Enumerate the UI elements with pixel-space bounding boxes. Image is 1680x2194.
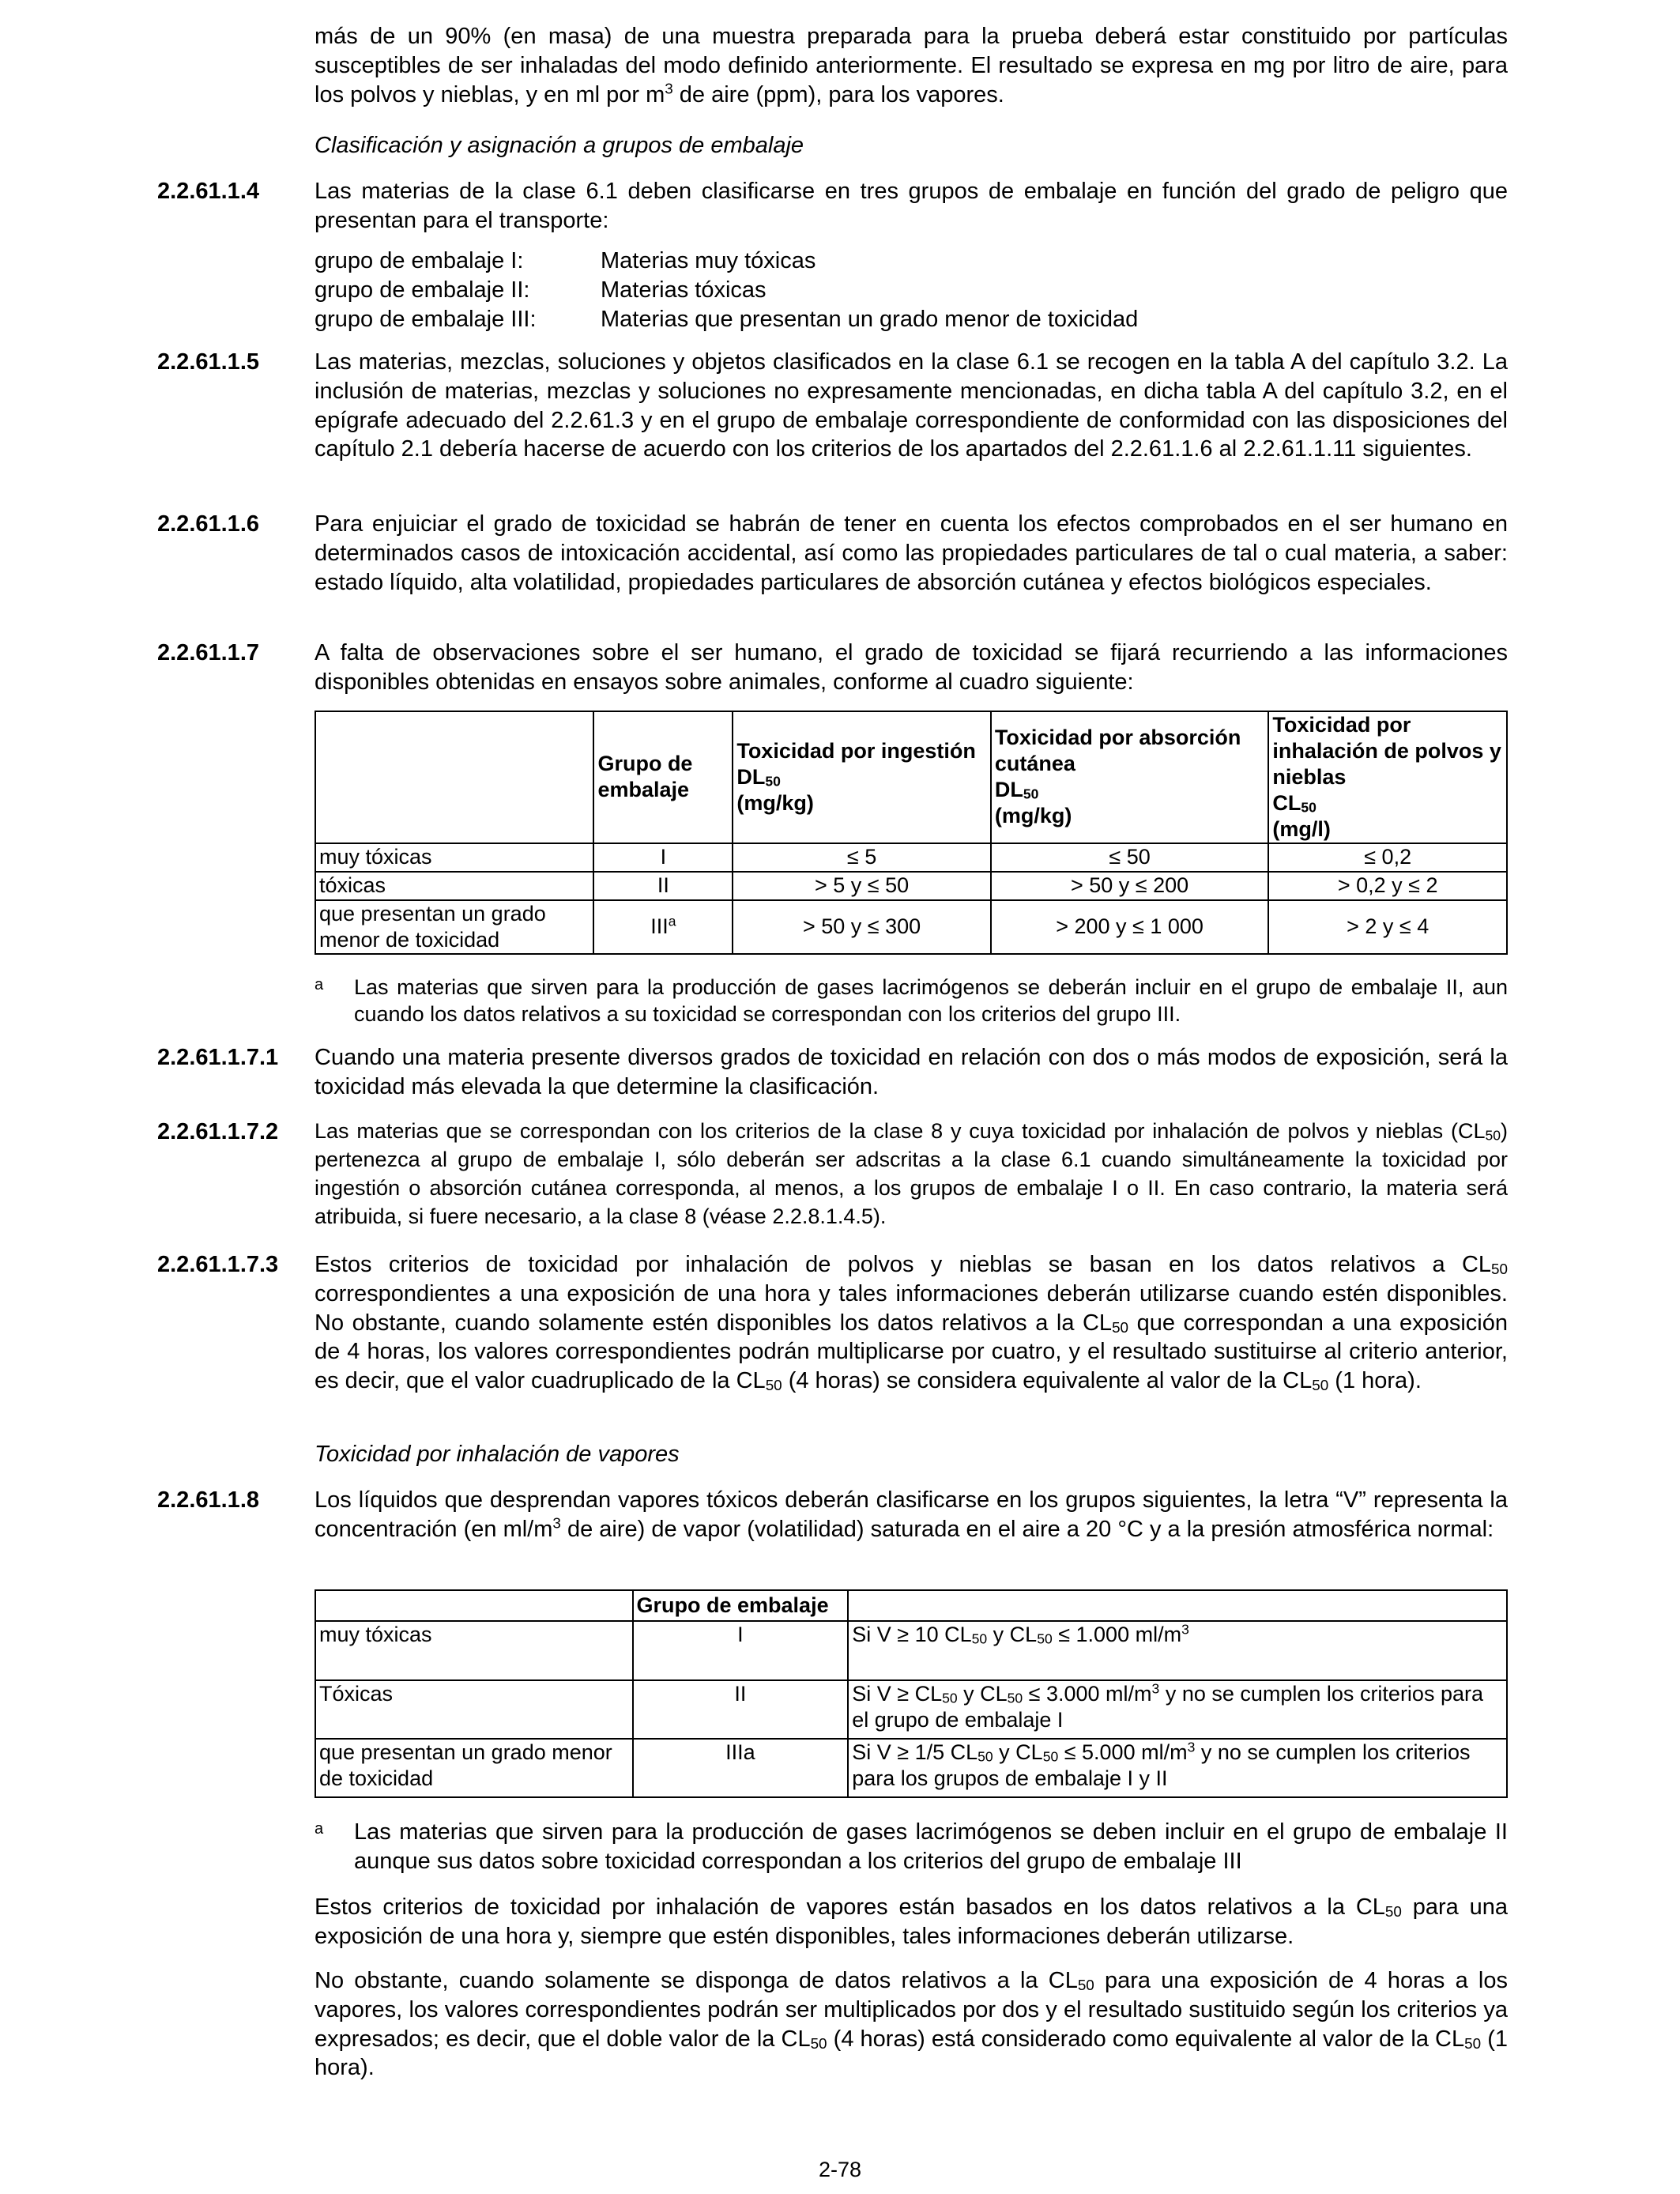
intro-paragraph: más de un 90% (en masa) de una muestra preparada para la prueba deberá estar constituido por partículas susceptibles de ser inhaladas del modo definido anteriormente. El resultado se expresa en mg por litro de aire, para los polvos y nieblas, y en ml por $m^3$ de aire (ppm), para los vapores. <box>315 24 1508 107</box>
table-row <box>315 1680 1507 1739</box>
page-number: 2-78 <box>818 2158 862 2181</box>
table-row <box>315 843 1507 872</box>
section-number: 2.2.61.1.4 <box>157 179 259 204</box>
table-row <box>315 872 1507 900</box>
table-row <box>315 900 1507 954</box>
col-header: Toxicidad por ingestión $DL_{50}$ (mg/kg) <box>733 711 991 843</box>
section-number: 2.2.61.1.6 <box>157 511 259 537</box>
cell: Si V ≥ 10 $CL_{50}$ y $CL_{50} \le 1.000$ $ml/m^3$ <box>848 1621 1507 1680</box>
section-text: Estos criterios de toxicidad por inhalación de polvos y nieblas se basan en los datos relativos a $CL_{50}$ correspondientes a una exposición de una hora y tales informaciones deberán utilizarse cuando estén disponibles. No obstante, cuando solamente estén disponibles los datos relativos a la $CL_{50}$ que correspondan a una exposición de 4 horas, los valores correspondientes podrán multiplicarse por cuatro, y el resultado sustituirse al criterio anterior, es decir, que el valor cuadruplicado de la $CL_{50}$ (4 horas) se considera equivalente al valor de la $CL_{50}$ (1 hora). <box>315 1252 1508 1394</box>
cell: > 200 y ≤ 1 000 <box>991 900 1268 954</box>
paragraph: Estos criterios de toxicidad por inhalación de vapores están basados en los datos relativos a la $CL_{50}$ para una exposición de una hora y, siempre que estén disponibles, tales informaciones deberán utilizarse. <box>315 1894 1508 1949</box>
row-label: que presentan un grado menor de toxicidad <box>315 900 593 954</box>
cell: ≤ 5 <box>733 843 991 872</box>
col-header: Grupo de embalaje <box>593 711 733 843</box>
cell: Si V ≥ 1/5 $CL_{50}$ y $CL_{50} \le 5.000$ $ml/m^3$ y no se cumplen los criterios para los grupos de embalaje I y II <box>848 1739 1507 1797</box>
heading-vapours: Toxicidad por inhalación de vapores <box>315 1442 680 1467</box>
cell: II <box>633 1680 849 1739</box>
row-label: que presentan un grado menor de toxicidad <box>315 1739 633 1797</box>
table-row <box>315 1621 1507 1680</box>
section-text: Cuando una materia presente diversos grados de toxicidad en relación con dos o más modos de exposición, será la toxicidad más elevada la que determine la clasificación. <box>315 1045 1508 1099</box>
table-footnote: a Las materias que sirven para la producción de gases lacrimógenos se deberán incluir en el grupo de embalaje II, aun cuando los datos relativos a su toxicidad se correspondan con los criterios del grupo III. <box>315 975 1508 1027</box>
row-label: muy tóxicas <box>315 843 593 872</box>
section-text: Las materias que se correspondan con los criterios de la clase 8 y cuya toxicidad por inhalación de polvos y nieblas $(CL_{50})$ pertenezca al grupo de embalaje I, sólo deberán ser adscritas a la clase 6.1 cuando simultáneamente la toxicidad por ingestión o absorción cutánea corresponda, al menos, a los grupos de embalaje I o II. En caso contrario, la materia será atribuida, si fuere necesario, a la clase 8 (véase 2.2.8.1.4.5). <box>315 1119 1508 1228</box>
section-number: 2.2.61.1.7.3 <box>157 1252 279 1277</box>
list-item: grupo de embalaje III: Materias que presentan un grado menor de toxicidad <box>315 306 1139 332</box>
section-text: Las materias de la clase 6.1 deben clasificarse en tres grupos de embalaje en función del grado de peligro que presentan para el transporte: <box>315 179 1508 233</box>
section-number: 2.2.61.1.8 <box>157 1487 259 1513</box>
cell: ≤ 0,2 <box>1268 843 1507 872</box>
table-header-row <box>315 711 1507 843</box>
cell: > 2 y ≤ 4 <box>1268 900 1507 954</box>
cell: ≤ 50 <box>991 843 1268 872</box>
row-label: tóxicas <box>315 872 593 900</box>
section-number: 2.2.61.1.5 <box>157 349 259 375</box>
list-item: grupo de embalaje II: Materias tóxicas <box>315 277 767 303</box>
cell: III$^a$ <box>593 900 733 954</box>
row-label: Tóxicas <box>315 1680 633 1739</box>
cell: > 50 y ≤ 200 <box>991 872 1268 900</box>
cell: > 0,2 y ≤ 2 <box>1268 872 1507 900</box>
paragraph: No obstante, cuando solamente se disponga de datos relativos a la $CL_{50}$ para una exposición de 4 horas a los vapores, los valores correspondientes podrán ser multiplicados por dos y el resultado sustituido según los criterios ya expresados; es decir, que el doble valor de la $CL_{50}$ (4 horas) está considerado como equivalente al valor de la $CL_{50}$ (1 hora). <box>315 1968 1508 2081</box>
section-number: 2.2.61.1.7.2 <box>157 1119 279 1144</box>
cell: Si $V \ge CL_{50}$ y $CL_{50} \le 3.000$ $ml/m^3$ y no se cumplen los criterios para el grupo de embalaje I <box>848 1680 1507 1739</box>
col-header: Grupo de embalaje <box>633 1590 849 1621</box>
cell: > 5 y ≤ 50 <box>733 872 991 900</box>
col-header: Toxicidad por inhalación de polvos y nieblas $CL_{50}$ (mg/l) <box>1268 711 1507 843</box>
table-header-row <box>315 1590 1507 1621</box>
heading-classification: Clasificación y asignación a grupos de embalaje <box>315 133 804 158</box>
cell: II <box>593 872 733 900</box>
col-header: Toxicidad por absorción cutánea $DL_{50}$ (mg/kg) <box>991 711 1268 843</box>
list-item: grupo de embalaje I: Materias muy tóxicas <box>315 248 816 273</box>
table-footnote: a Las materias que sirven para la producción de gases lacrimógenos se deben incluir en el grupo de embalaje II aunque sus datos sobre toxicidad correspondan a los criterios del grupo de embalaje III <box>315 1819 1508 1874</box>
section-text: A falta de observaciones sobre el ser humano, el grado de toxicidad se fijará recurriendo a las informaciones disponibles obtenidas en ensayos sobre animales, conforme al cuadro siguiente: <box>315 640 1508 695</box>
packing-group-list <box>315 247 1138 334</box>
row-label: muy tóxicas <box>315 1621 633 1680</box>
cell: IIIa <box>633 1739 849 1797</box>
section-number: 2.2.61.1.7 <box>157 640 259 665</box>
section-text: Para enjuiciar el grado de toxicidad se habrán de tener en cuenta los efectos comprobados en el ser humano en determinados casos de intoxicación accidental, así como las propiedades particulares de tal o cual materia, a saber: estado líquido, alta volatilidad, propiedades particulares de absorción cutánea y efectos biológicos especiales. <box>315 511 1508 595</box>
section-text: Las materias, mezclas, soluciones y objetos clasificados en la clase 6.1 se recogen en la tabla A del capítulo 3.2. La inclusión de materias, mezclas y soluciones no expresamente mencionadas, en dicha tabla A del capítulo 3.2, en el epígrafe adecuado del 2.2.61.3 y en el grupo de embalaje correspondiente de conformidad con las disposiciones del capítulo 2.1 debería hacerse de acuerdo con los criterios de los apartados del 2.2.61.1.6 al 2.2.61.1.11 siguientes. <box>315 349 1508 462</box>
section-text: Los líquidos que desprendan vapores tóxicos deberán clasificarse en los grupos siguientes, la letra “V” representa la concentración (en $ml/m^3$ de aire) de vapor (volatilidad) saturada en el aire a 20 °C y a la presión atmosférica normal: <box>315 1487 1508 1542</box>
toxicity-table <box>315 711 1508 955</box>
cell: I <box>593 843 733 872</box>
vapour-table <box>315 1589 1508 1798</box>
table-row <box>315 1739 1507 1797</box>
cell: I <box>633 1621 849 1680</box>
cell: > 50 y ≤ 300 <box>733 900 991 954</box>
section-number: 2.2.61.1.7.1 <box>157 1045 279 1070</box>
